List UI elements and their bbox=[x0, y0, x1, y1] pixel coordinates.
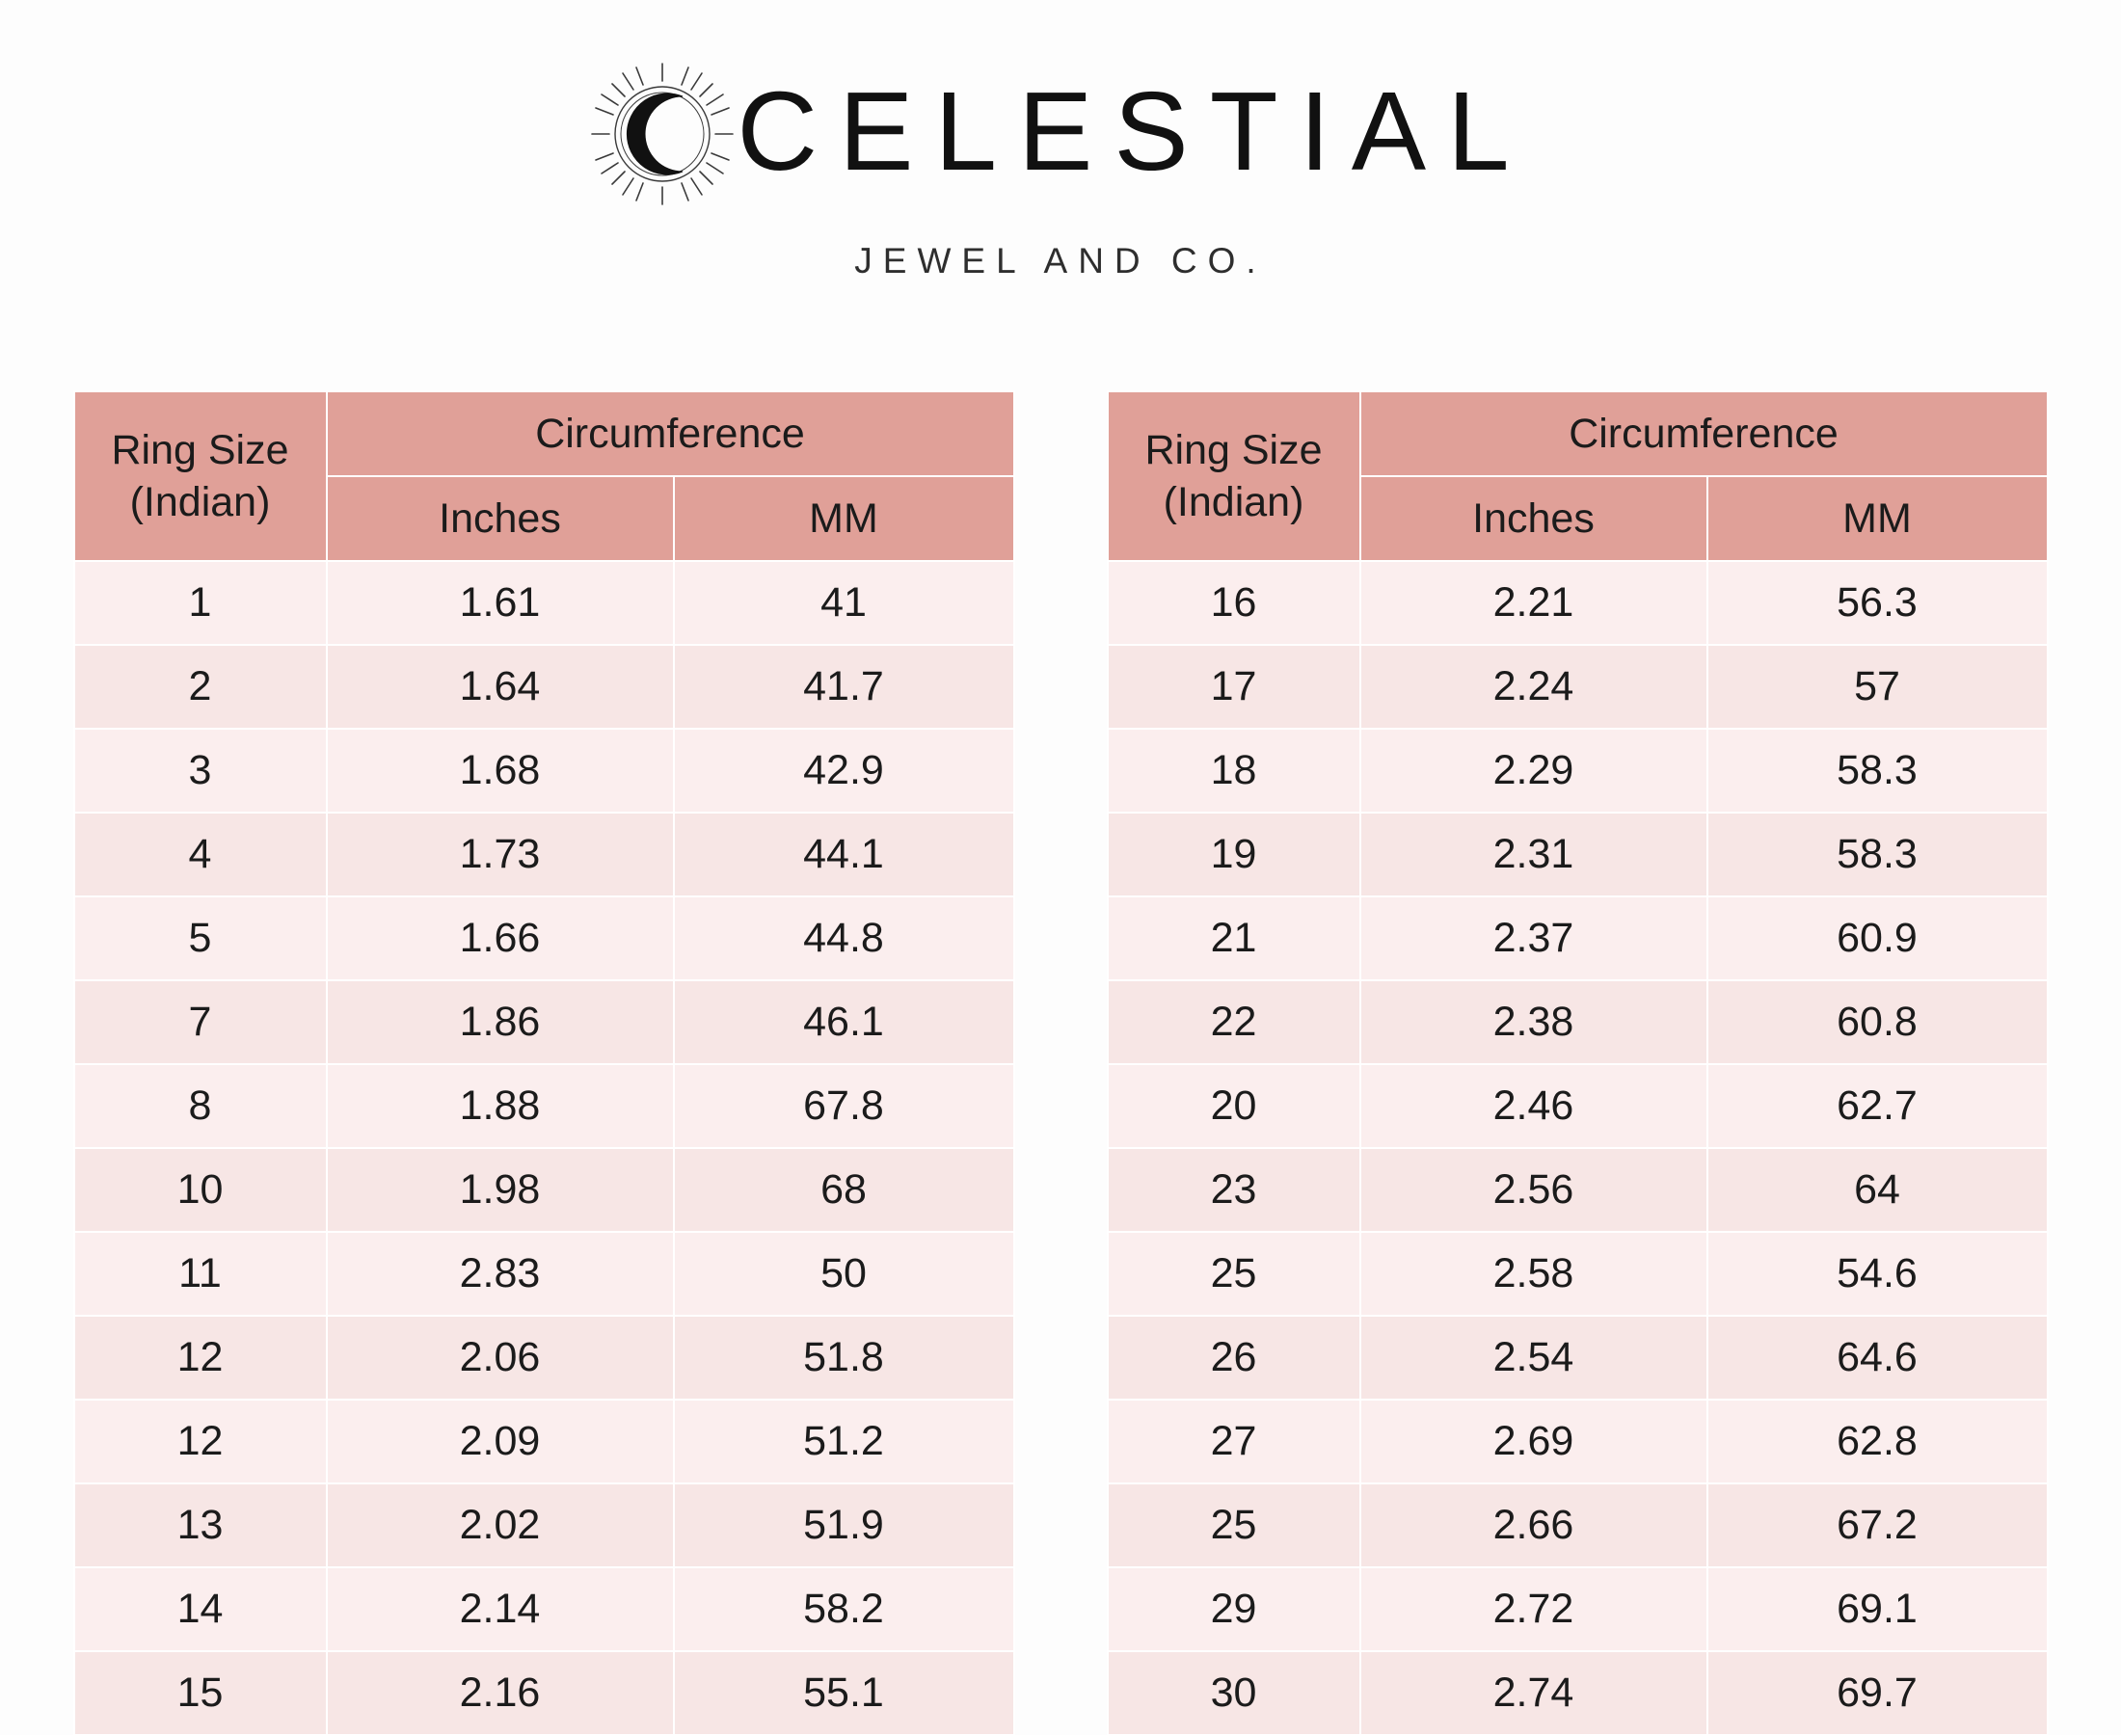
cell-ring-size: 22 bbox=[1108, 980, 1360, 1064]
column-header-ring-size-line2: (Indian) bbox=[1163, 479, 1304, 525]
table-row bbox=[74, 561, 1014, 645]
table-row bbox=[74, 1148, 1014, 1232]
cell-inches: 1.68 bbox=[327, 729, 674, 813]
cell-ring-size: 25 bbox=[1108, 1232, 1360, 1316]
cell-inches: 1.73 bbox=[327, 813, 674, 896]
cell-ring-size: 20 bbox=[1108, 1064, 1360, 1148]
cell-mm: 62.8 bbox=[1707, 1400, 2048, 1483]
cell-mm: 68 bbox=[674, 1148, 1014, 1232]
table-row bbox=[74, 1064, 1014, 1148]
cell-ring-size: 23 bbox=[1108, 1148, 1360, 1232]
cell-ring-size: 5 bbox=[74, 896, 327, 980]
cell-ring-size: 14 bbox=[74, 1567, 327, 1651]
cell-ring-size: 21 bbox=[1108, 896, 1360, 980]
column-header-ring-size-line2: (Indian) bbox=[129, 479, 271, 525]
cell-ring-size: 26 bbox=[1108, 1316, 1360, 1400]
cell-inches: 2.02 bbox=[327, 1483, 674, 1567]
cell-inches: 2.58 bbox=[1360, 1232, 1707, 1316]
cell-mm: 51.8 bbox=[674, 1316, 1014, 1400]
cell-mm: 58.2 bbox=[674, 1567, 1014, 1651]
table-row bbox=[74, 1651, 1014, 1735]
cell-mm: 44.1 bbox=[674, 813, 1014, 896]
table-row bbox=[1108, 1483, 2048, 1567]
cell-inches: 2.16 bbox=[327, 1651, 674, 1735]
cell-ring-size: 3 bbox=[74, 729, 327, 813]
cell-inches: 1.86 bbox=[327, 980, 674, 1064]
cell-mm: 64.6 bbox=[1707, 1316, 2048, 1400]
table-row bbox=[1108, 1316, 2048, 1400]
cell-ring-size: 12 bbox=[74, 1316, 327, 1400]
cell-mm: 55.1 bbox=[674, 1651, 1014, 1735]
cell-inches: 2.06 bbox=[327, 1316, 674, 1400]
cell-ring-size: 12 bbox=[74, 1400, 327, 1483]
table-row bbox=[74, 1232, 1014, 1316]
cell-inches: 2.66 bbox=[1360, 1483, 1707, 1567]
table-row bbox=[74, 645, 1014, 729]
brand-header bbox=[0, 56, 2121, 281]
cell-inches: 2.37 bbox=[1360, 896, 1707, 980]
cell-ring-size: 7 bbox=[74, 980, 327, 1064]
ring-size-table-right bbox=[1107, 390, 2049, 1736]
column-header-mm: MM bbox=[674, 476, 1014, 561]
cell-mm: 58.3 bbox=[1707, 813, 2048, 896]
table-row bbox=[1108, 1400, 2048, 1483]
cell-ring-size: 11 bbox=[74, 1232, 327, 1316]
cell-mm: 41 bbox=[674, 561, 1014, 645]
cell-mm: 69.1 bbox=[1707, 1567, 2048, 1651]
cell-ring-size: 27 bbox=[1108, 1400, 1360, 1483]
cell-ring-size: 18 bbox=[1108, 729, 1360, 813]
cell-inches: 2.09 bbox=[327, 1400, 674, 1483]
cell-ring-size: 29 bbox=[1108, 1567, 1360, 1651]
table-row bbox=[1108, 896, 2048, 980]
cell-ring-size: 1 bbox=[74, 561, 327, 645]
cell-inches: 2.24 bbox=[1360, 645, 1707, 729]
cell-mm: 44.8 bbox=[674, 896, 1014, 980]
cell-inches: 1.61 bbox=[327, 561, 674, 645]
column-header-circumference: Circumference bbox=[1360, 391, 2048, 476]
cell-inches: 2.74 bbox=[1360, 1651, 1707, 1735]
cell-ring-size: 19 bbox=[1108, 813, 1360, 896]
cell-ring-size: 13 bbox=[74, 1483, 327, 1567]
cell-ring-size: 10 bbox=[74, 1148, 327, 1232]
column-header-circumference: Circumference bbox=[327, 391, 1014, 476]
column-header-ring-size bbox=[74, 391, 327, 561]
cell-inches: 2.29 bbox=[1360, 729, 1707, 813]
cell-mm: 41.7 bbox=[674, 645, 1014, 729]
cell-inches: 2.46 bbox=[1360, 1064, 1707, 1148]
cell-inches: 1.64 bbox=[327, 645, 674, 729]
table-row bbox=[1108, 980, 2048, 1064]
cell-inches: 1.98 bbox=[327, 1148, 674, 1232]
table-row bbox=[1108, 813, 2048, 896]
column-header-inches: Inches bbox=[1360, 476, 1707, 561]
table-row bbox=[1108, 1064, 2048, 1148]
cell-ring-size: 8 bbox=[74, 1064, 327, 1148]
size-tables-container bbox=[0, 390, 2121, 1736]
column-header-ring-size bbox=[1108, 391, 1360, 561]
brand-tagline: JEWEL AND CO. bbox=[854, 241, 1267, 280]
cell-inches: 2.83 bbox=[327, 1232, 674, 1316]
cell-ring-size: 25 bbox=[1108, 1483, 1360, 1567]
cell-ring-size: 4 bbox=[74, 813, 327, 896]
cell-mm: 64 bbox=[1707, 1148, 2048, 1232]
cell-ring-size: 30 bbox=[1108, 1651, 1360, 1735]
sun-moon-icon bbox=[590, 62, 735, 206]
cell-inches: 2.56 bbox=[1360, 1148, 1707, 1232]
table-row bbox=[74, 1316, 1014, 1400]
cell-mm: 58.3 bbox=[1707, 729, 2048, 813]
cell-mm: 50 bbox=[674, 1232, 1014, 1316]
cell-inches: 2.21 bbox=[1360, 561, 1707, 645]
cell-inches: 2.31 bbox=[1360, 813, 1707, 896]
cell-mm: 57 bbox=[1707, 645, 2048, 729]
table-row bbox=[74, 729, 1014, 813]
table-row bbox=[74, 896, 1014, 980]
column-header-ring-size-line1: Ring Size bbox=[1144, 426, 1323, 473]
table-row bbox=[74, 1567, 1014, 1651]
column-header-mm: MM bbox=[1707, 476, 2048, 561]
cell-inches: 2.38 bbox=[1360, 980, 1707, 1064]
cell-inches: 2.69 bbox=[1360, 1400, 1707, 1483]
cell-mm: 60.8 bbox=[1707, 980, 2048, 1064]
cell-ring-size: 16 bbox=[1108, 561, 1360, 645]
cell-inches: 1.88 bbox=[327, 1064, 674, 1148]
table-row bbox=[1108, 1148, 2048, 1232]
cell-mm: 46.1 bbox=[674, 980, 1014, 1064]
table-row bbox=[1108, 645, 2048, 729]
table-row bbox=[74, 1483, 1014, 1567]
table-header-row-main bbox=[74, 391, 1014, 476]
cell-mm: 69.7 bbox=[1707, 1651, 2048, 1735]
cell-mm: 51.2 bbox=[674, 1400, 1014, 1483]
cell-mm: 67.8 bbox=[674, 1064, 1014, 1148]
cell-ring-size: 15 bbox=[74, 1651, 327, 1735]
column-header-inches: Inches bbox=[327, 476, 674, 561]
ring-size-table-left bbox=[73, 390, 1015, 1736]
table-row bbox=[1108, 1651, 2048, 1735]
cell-mm: 67.2 bbox=[1707, 1483, 2048, 1567]
cell-mm: 62.7 bbox=[1707, 1064, 2048, 1148]
cell-mm: 60.9 bbox=[1707, 896, 2048, 980]
column-header-ring-size-line1: Ring Size bbox=[111, 426, 289, 473]
table-row bbox=[74, 980, 1014, 1064]
cell-inches: 2.14 bbox=[327, 1567, 674, 1651]
brand-name: CELESTIAL bbox=[737, 68, 1531, 194]
cell-mm: 56.3 bbox=[1707, 561, 2048, 645]
cell-inches: 1.66 bbox=[327, 896, 674, 980]
cell-mm: 42.9 bbox=[674, 729, 1014, 813]
cell-ring-size: 17 bbox=[1108, 645, 1360, 729]
table-row bbox=[1108, 561, 2048, 645]
cell-inches: 2.72 bbox=[1360, 1567, 1707, 1651]
cell-mm: 54.6 bbox=[1707, 1232, 2048, 1316]
table-row bbox=[1108, 1567, 2048, 1651]
cell-mm: 51.9 bbox=[674, 1483, 1014, 1567]
brand-row bbox=[0, 56, 2121, 206]
table-header-row-main bbox=[1108, 391, 2048, 476]
cell-inches: 2.54 bbox=[1360, 1316, 1707, 1400]
table-row bbox=[74, 1400, 1014, 1483]
table-row bbox=[74, 813, 1014, 896]
cell-ring-size: 2 bbox=[74, 645, 327, 729]
table-row bbox=[1108, 729, 2048, 813]
table-row bbox=[1108, 1232, 2048, 1316]
